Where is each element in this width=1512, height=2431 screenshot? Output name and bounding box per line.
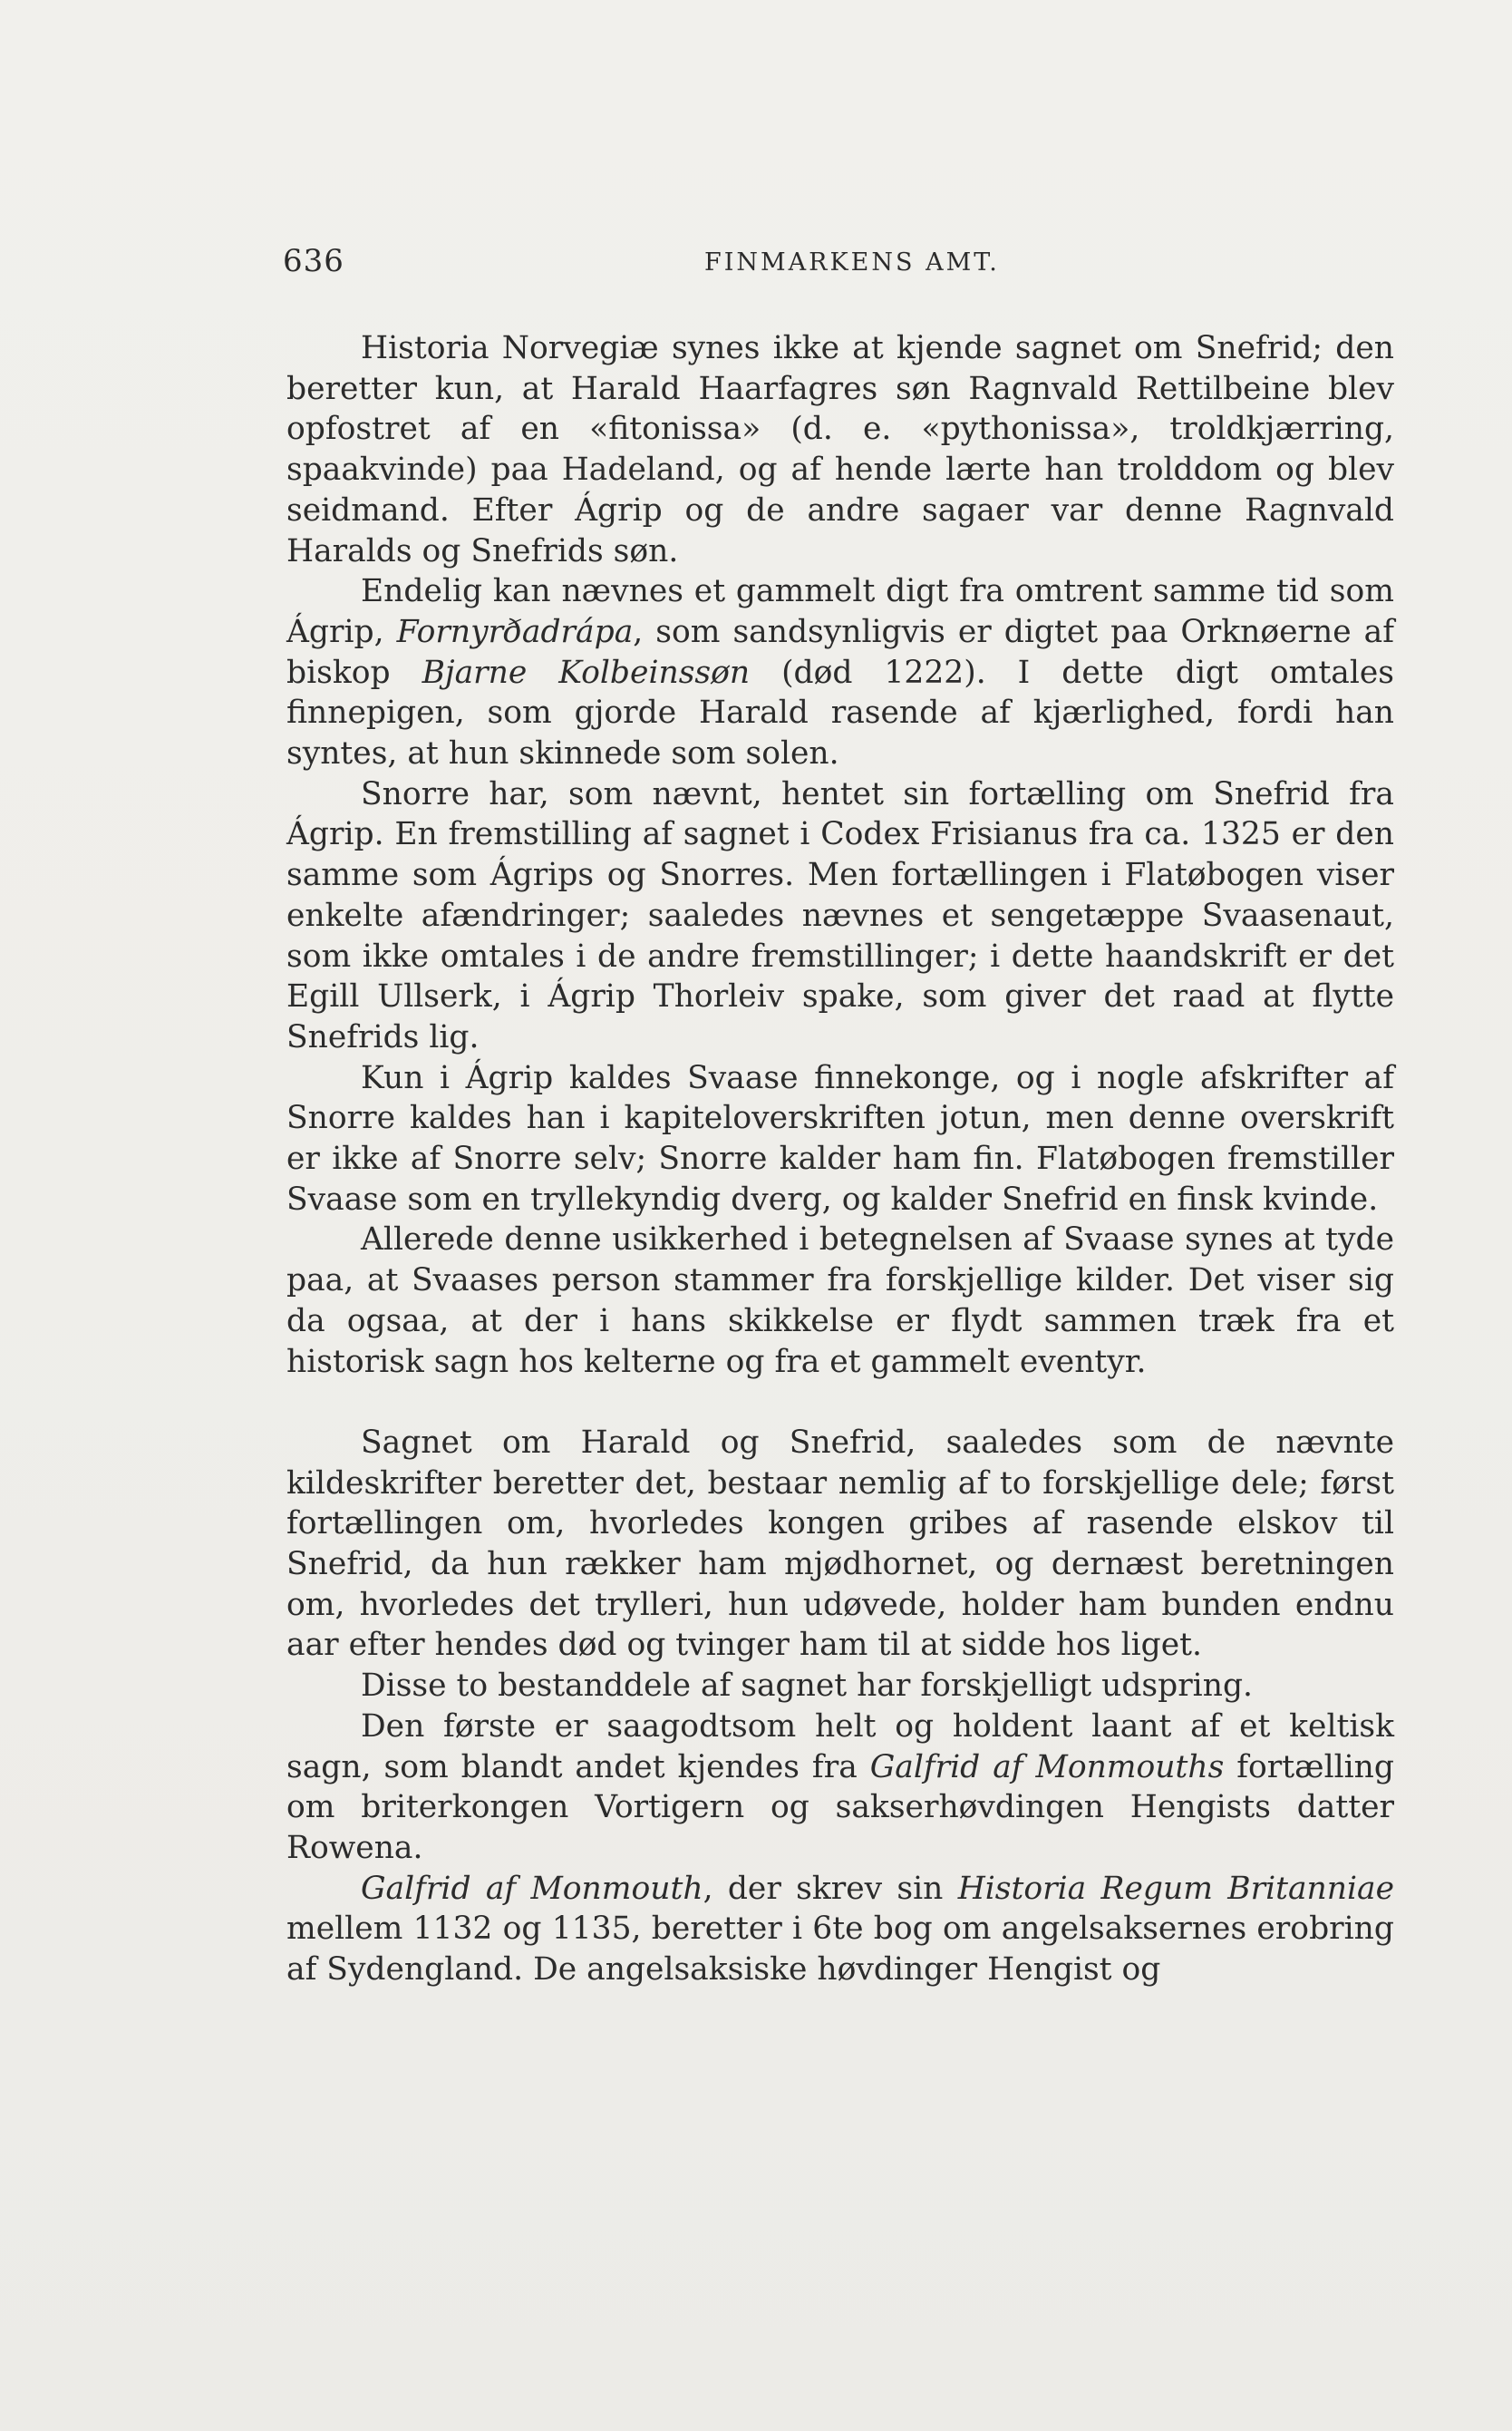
paragraph-text: , som sandsynligvis er digtet paa Orknøerne af biskop [286, 613, 1394, 691]
italic-name: Galfrid af Monmouth [361, 1870, 703, 1907]
paragraph-keltisk-sagn [286, 1707, 1394, 1869]
paragraph-sagnet [286, 1423, 1394, 1666]
paragraph-text: Sagnet om Harald og Snefrid, saaledes som de nævnte kildeskrifter beretter det, bestaar nemlig af to forskjellige dele; først fortællingen om, hvorledes kongen gribes af rasende elskov til Snefrid, da hun rækker ham mjødhornet, og dernæst beretningen om, hvorledes det trylleri, hun udøvede, holder ham bunden endnu aar efter hendes død og tvinger ham til at sidde hos liget. [286, 1424, 1394, 1664]
paragraph-text: fortælling om briterkongen Vortigern og sakserhøvdingen Hengists datter Rowena. [286, 1748, 1394, 1866]
paragraph-text: mellem 1132 og 1135, beretter i 6te bog om angelsaksernes erobring af Sydengland. De angelsaksiske høvdinger Hengist og [286, 1911, 1394, 1989]
italic-name: Bjarne Kolbeinssøn [422, 654, 751, 691]
paragraph-text: Allerede denne usikkerhed i betegnelsen af Svaase synes at tyde paa, at Svaases person stammer fra forskjellige kilder. Det viser sig da ogsaa, at der i hans skikkelse er flydt sammen træk fra et historisk sagn hos kelterne og fra et gammelt eventyr. [286, 1221, 1394, 1380]
paragraph-svaase-finnekonge [286, 1058, 1394, 1220]
paragraph-bestanddele [286, 1666, 1394, 1707]
page-header [283, 243, 1389, 288]
paragraph-usikkerhed [286, 1220, 1394, 1382]
paragraph-historia [286, 328, 1394, 571]
paragraph-text: Kun i Ágrip kaldes Svaase finnekonge, og i nogle afskrifter af Snorre kaldes han i kapiteloverskriften jotun, men denne overskrift er ikke af Snorre selv; Snorre kalder ham fin. Flatøbogen fremstiller Svaase som en tryllekyndig dverg, og kalder Snefrid en finsk kvinde. [286, 1059, 1394, 1218]
paragraph-text: Historia Norvegiæ synes ikke at kjende sagnet om Snefrid; den beretter kun, at Harald Haarfagres søn Ragnvald Rettilbeine blev opfostret af en «fitonissa» (d. e. «pythonissa», troldkjærring, spaakvinde) paa Hadeland, og af hende lærte han trolddom og blev seidmand. Efter Ágrip og de andre sagaer var denne Ragnvald Haralds og Snefrids søn. [286, 330, 1394, 569]
paragraph-snorre [286, 774, 1394, 1058]
running-head: FINMARKENS AMT. [704, 248, 1000, 277]
italic-name: Galfrid af Monmouths [869, 1748, 1225, 1785]
paragraph-text: Endelig kan nævnes et gammelt digt fra omtrent samme tid som Ágrip, [286, 573, 1394, 650]
paragraph-text: Snorre har, som nævnt, hentet sin fortælling om Snefrid fra Ágrip. En fremstilling af sagnet i Codex Frisianus fra ca. 1325 er den samme som Ágrips og Snorres. Men fortællingen i Flatøbogen viser enkelte afændringer; saaledes nævnes et sengetæppe Svaasenaut, som ikke omtales i de andre fremstillinger; i dette haandskrift er det Egill Ullserk, i Ágrip Thorleiv spake, som giver det raad at flytte Snefrids lig. [286, 775, 1394, 1055]
paragraph-text: , der skrev sin [703, 1870, 958, 1907]
paragraph-text: Den første er saagodtsom helt og holdent laant af et keltisk sagn, som blandt andet kjendes fra [286, 1707, 1394, 1785]
paragraph-text: Disse to bestanddele af sagnet har forskjelligt udspring. [361, 1668, 1253, 1705]
page-number: 636 [283, 243, 344, 279]
italic-title: Fornyrðadrápa [396, 613, 634, 650]
body-text [286, 328, 1394, 1990]
italic-title: Historia Regum Britanniae [957, 1870, 1395, 1907]
paragraph-text: (død 1222). I dette digt omtales finnepigen, som gjorde Harald rasende af kjærlighed, fordi han syntes, at hun skinnede som solen. [286, 654, 1394, 773]
paragraph-fornyrdadrapa [286, 571, 1394, 774]
paragraph-galfrid [286, 1869, 1394, 1990]
